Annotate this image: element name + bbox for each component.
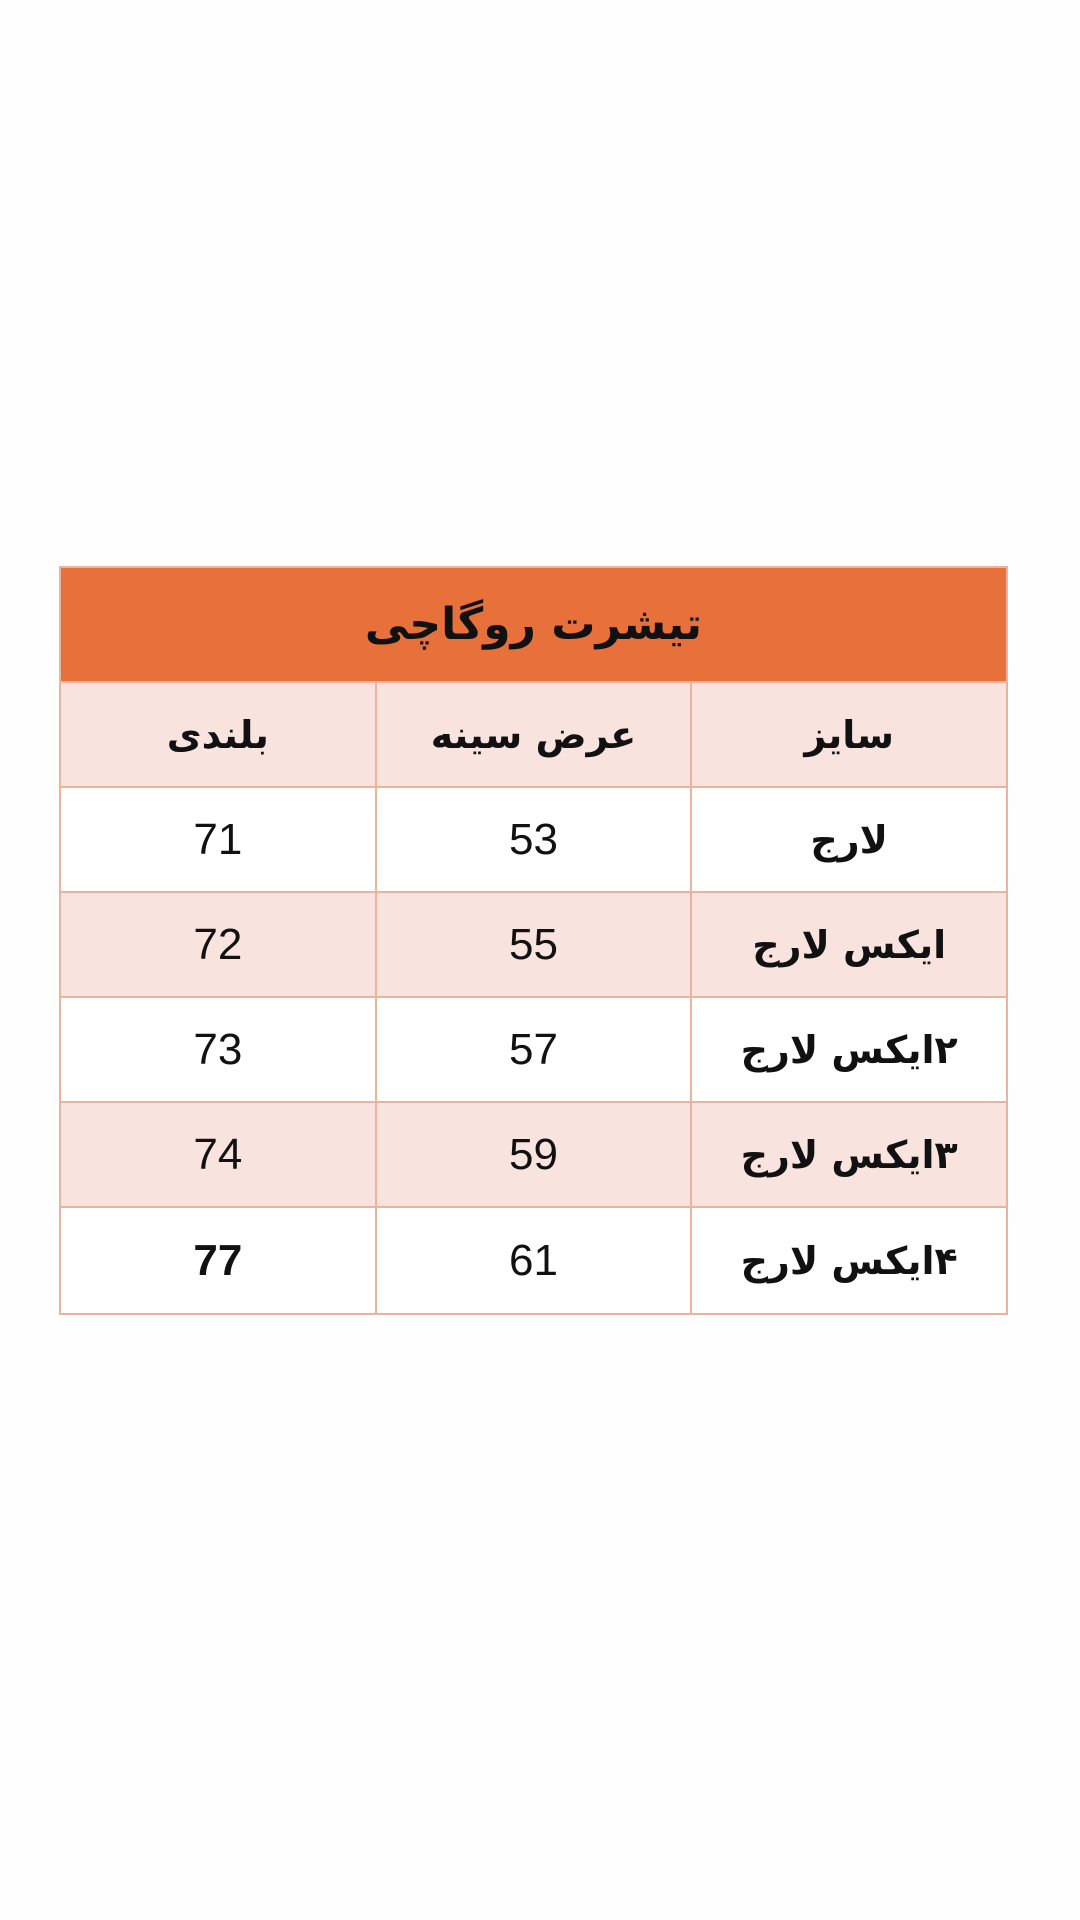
chest-cell: 61 [375, 1208, 691, 1313]
chest-cell: 59 [375, 1103, 691, 1206]
size-chart-table [59, 566, 1008, 1315]
length-cell: 74 [193, 1129, 243, 1179]
length-cell: 73 [193, 1024, 243, 1074]
length-cell: 77 [193, 1235, 243, 1285]
size-cell: ایکس لارج [690, 893, 1006, 996]
chest-cell: 55 [375, 893, 691, 996]
table-row [61, 1208, 1006, 1313]
table-title: تیشرت روگاچی [364, 599, 703, 650]
table-row [61, 998, 1006, 1103]
table-row [61, 788, 1006, 893]
header-size: سایز [690, 683, 1006, 786]
size-cell: ۴ایکس لارج [690, 1208, 1006, 1313]
length-cell: 72 [193, 919, 243, 969]
length-cell: 71 [193, 814, 243, 864]
size-cell: ۳ایکس لارج [690, 1103, 1006, 1206]
header-row [61, 683, 1006, 788]
size-cell: ۲ایکس لارج [690, 998, 1006, 1101]
table-row [61, 893, 1006, 998]
chest-cell: 57 [375, 998, 691, 1101]
size-cell: لارج [690, 788, 1006, 891]
header-chest-width: عرض سینه [375, 683, 691, 786]
chest-cell: 53 [375, 788, 691, 891]
table-title-bar [61, 568, 1006, 683]
table-row [61, 1103, 1006, 1208]
header-length: بلندی [166, 712, 269, 757]
